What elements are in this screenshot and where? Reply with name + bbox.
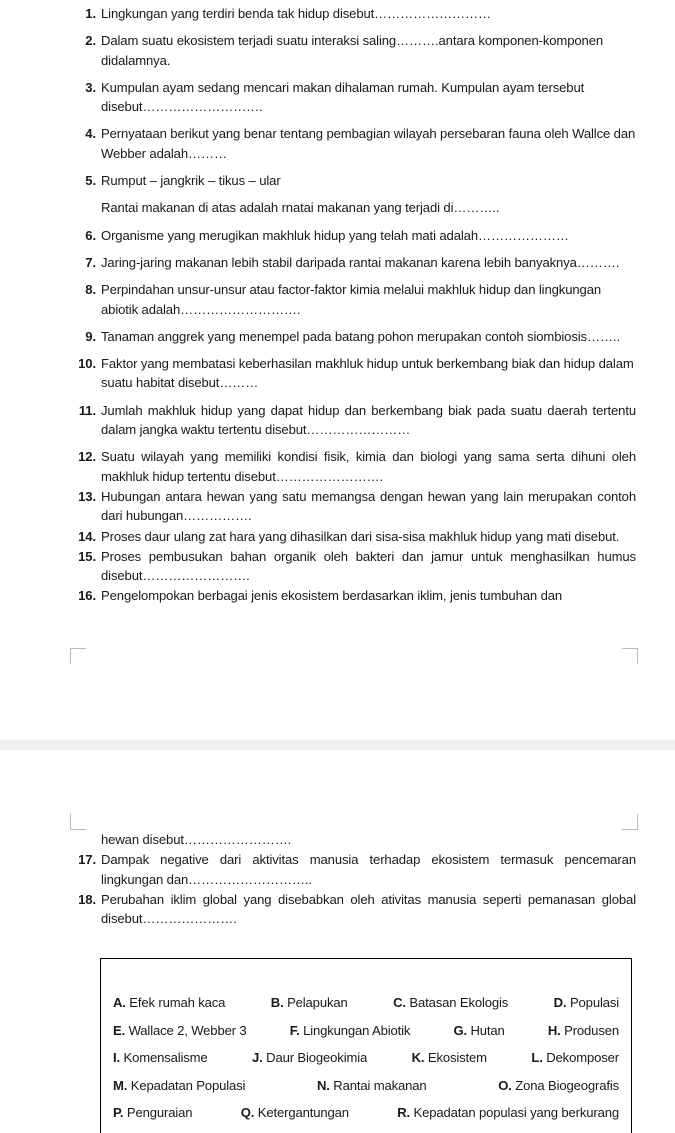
question-five-subline: Rantai makanan di atas adalah rnatai makanan yang terjadi di……….. bbox=[101, 200, 500, 216]
question-text: Lingkungan yang terdiri benda tak hidup disebut……………………… bbox=[101, 6, 491, 21]
answer-option[interactable] bbox=[113, 989, 225, 1017]
answer-option-letter: G. bbox=[453, 1022, 467, 1038]
answer-option-row bbox=[113, 1017, 619, 1045]
question-item bbox=[76, 31, 636, 70]
answer-option[interactable] bbox=[113, 1099, 192, 1127]
answer-option[interactable] bbox=[317, 1072, 427, 1100]
question-number: 5. bbox=[85, 173, 96, 189]
question-number: 8. bbox=[85, 282, 96, 298]
answer-option-label: Daur Biogeokimia bbox=[266, 1050, 368, 1065]
answer-option[interactable] bbox=[412, 1044, 487, 1072]
answer-option[interactable] bbox=[453, 1017, 504, 1045]
answer-option[interactable] bbox=[290, 1017, 411, 1045]
answer-option-label: Populasi bbox=[569, 995, 619, 1010]
question-number: 3. bbox=[85, 79, 96, 95]
question-item bbox=[76, 586, 636, 605]
answer-option-letter: F. bbox=[289, 1022, 300, 1038]
answer-option-letter: N. bbox=[316, 1077, 330, 1093]
question-item bbox=[76, 171, 636, 190]
question-text: Pengelompokan berbagai jenis ekosistem berdasarkan iklim, jenis tumbuhan dan bbox=[101, 588, 563, 604]
question-number: 14. bbox=[78, 528, 96, 544]
question-number: 18. bbox=[78, 891, 96, 907]
question-text: Jumlah makhluk hidup yang dapat hidup dan berkembang biak pada suatu daerah tertentu dalam jangka waktu tertentu disebut…………………… bbox=[101, 402, 636, 438]
answer-option[interactable] bbox=[393, 989, 508, 1017]
question-text: Perpindahan unsur-unsur atau factor-faktor kimia melalui makhluk hidup dan lingkungan abiotik adalah………………………. bbox=[101, 282, 602, 317]
question-item bbox=[76, 124, 636, 163]
answer-option-label: Lingkungan Abiotik bbox=[303, 1022, 411, 1038]
question-number: 13. bbox=[78, 488, 96, 504]
answer-option-label: Produsen bbox=[564, 1022, 619, 1038]
page-separator bbox=[0, 740, 675, 750]
crop-mark-top-left bbox=[70, 648, 86, 664]
question-item bbox=[76, 447, 636, 486]
answer-option-letter: A. bbox=[113, 995, 126, 1010]
question-number: 10. bbox=[78, 356, 96, 372]
answer-option[interactable] bbox=[113, 1017, 247, 1045]
answer-option-letter: E. bbox=[113, 1022, 126, 1038]
answer-option-label: Ketergantungan bbox=[257, 1105, 349, 1120]
answer-option-row bbox=[113, 1072, 619, 1100]
question-number: 16. bbox=[78, 588, 96, 604]
answer-option[interactable] bbox=[113, 1044, 208, 1072]
crop-mark-bottom-right bbox=[622, 814, 638, 830]
answer-option[interactable] bbox=[498, 1072, 619, 1100]
answer-option-letter: M. bbox=[113, 1077, 128, 1093]
question-number: 9. bbox=[85, 328, 96, 344]
answer-option-letter: R. bbox=[397, 1105, 411, 1120]
answer-option-label: Penguraian bbox=[126, 1105, 193, 1120]
question-number: 17. bbox=[78, 852, 96, 868]
question-item bbox=[76, 327, 636, 346]
answer-option-letter: H. bbox=[547, 1022, 561, 1038]
question-text: Perubahan iklim global yang disebabkan oleh ativitas manusia seperti pemanasan global disebut…………………. bbox=[101, 891, 636, 927]
answer-option-letter: Q. bbox=[240, 1105, 255, 1120]
question-number: 15. bbox=[78, 548, 96, 564]
answer-option-label: Efek rumah kaca bbox=[129, 995, 226, 1010]
question-text: Dampak negative dari aktivitas manusia terhadap ekosistem termasuk pencemaran lingkungan dan……………………….. bbox=[101, 852, 636, 887]
question-text: Kumpulan ayam sedang mencari makan dihalaman rumah. Kumpulan ayam tersebut disebut………………………. bbox=[101, 79, 585, 115]
question-item bbox=[76, 354, 636, 393]
question-list-page-one bbox=[76, 4, 636, 606]
question-text: Organisme yang merugikan makhluk hidup yang telah mati adalah………………… bbox=[101, 227, 569, 243]
question-item bbox=[76, 4, 636, 23]
continuation-line: hewan disebut……………………. bbox=[101, 832, 292, 847]
question-number: 1. bbox=[85, 6, 96, 21]
answer-option[interactable] bbox=[554, 989, 619, 1017]
question-number: 12. bbox=[78, 449, 96, 465]
answer-option-letter: L. bbox=[531, 1050, 543, 1065]
answer-option-letter: K. bbox=[411, 1050, 425, 1065]
crop-mark-bottom-left bbox=[70, 814, 86, 830]
question-number: 4. bbox=[85, 126, 96, 142]
answer-option-letter: D. bbox=[553, 995, 567, 1010]
answer-option-letter: J. bbox=[252, 1050, 263, 1065]
answer-option-row bbox=[113, 1044, 619, 1072]
answer-option-letter: B. bbox=[270, 995, 284, 1010]
question-number: 11. bbox=[78, 402, 96, 418]
answer-option[interactable] bbox=[531, 1044, 619, 1072]
question-item bbox=[76, 527, 636, 546]
answer-option-label: Komensalisme bbox=[123, 1050, 208, 1065]
answer-option[interactable] bbox=[252, 1044, 367, 1072]
question-number: 7. bbox=[85, 254, 96, 270]
answer-option-label: Pelapukan bbox=[287, 995, 348, 1010]
answer-option[interactable] bbox=[397, 1099, 619, 1127]
answer-option-letter: O. bbox=[498, 1077, 512, 1093]
question-text: Faktor yang membatasi keberhasilan makhluk hidup untuk berkembang biak dan hidup dalam suatu habitat disebut……… bbox=[101, 356, 634, 391]
question-item bbox=[76, 850, 636, 889]
question-item bbox=[76, 253, 636, 272]
answer-option-label: Wallace 2, Webber 3 bbox=[128, 1022, 247, 1038]
answer-option-row bbox=[113, 989, 619, 1017]
question-item bbox=[76, 280, 636, 319]
question-item bbox=[76, 401, 636, 440]
answer-option-label: Zona Biogeografis bbox=[515, 1077, 619, 1093]
question-number: 6. bbox=[85, 227, 96, 243]
question-text: Pernyataan berikut yang benar tentang pembagian wilayah persebaran fauna oleh Wallce dan Webber adalah……… bbox=[101, 126, 636, 161]
answer-option-label: Batasan Ekologis bbox=[409, 995, 509, 1010]
answer-option-letter: C. bbox=[393, 995, 406, 1010]
question-item bbox=[76, 78, 636, 117]
answer-option-label: Dekomposer bbox=[546, 1050, 619, 1065]
answer-bank-box bbox=[100, 958, 632, 1133]
question-text: Dalam suatu ekosistem terjadi suatu interaksi saling……….antara komponen-komponen didalamnya. bbox=[101, 33, 604, 68]
answer-option[interactable] bbox=[241, 1099, 349, 1127]
question-text: Rumput – jangkrik – tikus – ular bbox=[101, 173, 281, 189]
question-text: Jaring-jaring makanan lebih stabil daripada rantai makanan karena lebih banyaknya………. bbox=[101, 254, 620, 270]
answer-option-label: Ekosistem bbox=[427, 1050, 487, 1065]
answer-option-label: Hutan bbox=[470, 1022, 505, 1038]
question-number: 2. bbox=[85, 33, 96, 49]
question-item bbox=[76, 890, 636, 929]
answer-option[interactable] bbox=[113, 1072, 245, 1100]
question-list-page-two bbox=[76, 830, 636, 928]
question-item bbox=[76, 547, 636, 586]
answer-option-label: Kepadatan Populasi bbox=[130, 1077, 246, 1093]
question-text: Proses pembusukan bahan organik oleh bakteri dan jamur untuk menghasilkan humus disebut……………………. bbox=[101, 548, 636, 584]
question-text: Tanaman anggrek yang menempel pada batang pohon merupakan contoh siombiosis…….. bbox=[101, 328, 620, 344]
answer-option-label: Rantai makanan bbox=[333, 1077, 427, 1093]
answer-option-label: Kepadatan populasi yang berkurang bbox=[413, 1105, 619, 1120]
question-text: Proses daur ulang zat hara yang dihasilkan dari sisa-sisa makhluk hidup yang mati disebut. bbox=[101, 528, 620, 544]
question-text: Hubungan antara hewan yang satu memangsa dengan hewan yang lain merupakan contoh dari hubungan……………. bbox=[101, 488, 636, 524]
answer-option-letter: P. bbox=[113, 1105, 124, 1120]
question-text: Suatu wilayah yang memiliki kondisi fisik, kimia dan biologi yang sama serta dihuni oleh makhluk hidup tertentu disebut……………………. bbox=[101, 449, 636, 484]
answer-option-row bbox=[113, 1099, 619, 1127]
answer-option[interactable] bbox=[548, 1017, 619, 1045]
answer-option[interactable] bbox=[271, 989, 348, 1017]
crop-mark-top-right bbox=[622, 648, 638, 664]
answer-option-letter: I. bbox=[113, 1050, 120, 1065]
question-item bbox=[76, 487, 636, 526]
question-item bbox=[76, 226, 636, 245]
